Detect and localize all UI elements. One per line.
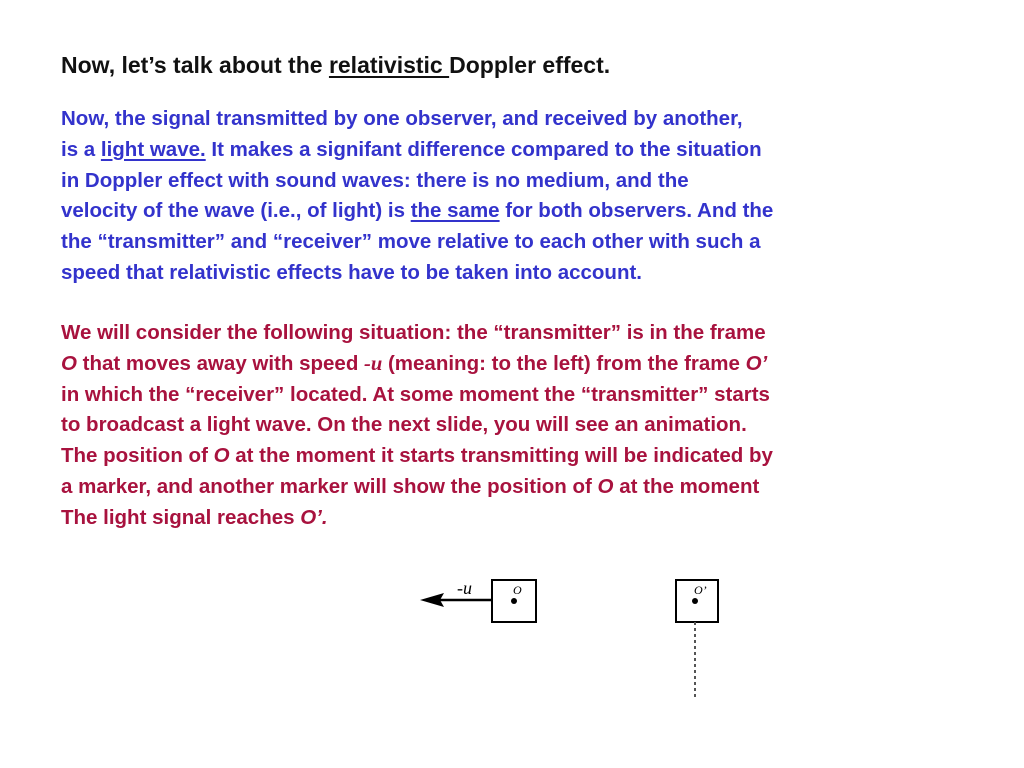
paragraph2-line3: in which the “receiver” located. At some moment the “transmitter” starts	[61, 382, 770, 406]
p2-line5-end: at the moment it starts transmitting will be indicated by	[229, 444, 773, 468]
p1-line2-start: is a	[61, 137, 101, 161]
p2-line6-start: a marker, and another marker will show the position of	[61, 474, 598, 498]
title-underlined-word: relativistic	[328, 52, 450, 78]
frame-o-prime-label: O’	[694, 583, 707, 597]
paragraph2-line7	[61, 503, 773, 534]
paragraph2-line2	[61, 349, 773, 380]
paragraph1-line3: in Doppler effect with sound waves: there is no medium, and the	[61, 168, 689, 192]
paragraph1-line1: Now, the signal transmitted by one observer, and received by another,	[61, 107, 743, 130]
p1-light-wave-underlined: light wave.	[100, 137, 206, 161]
p2-line6-end: at the moment	[613, 474, 760, 498]
speed-label: -u	[457, 578, 472, 598]
paragraph1-line5: the “transmitter” and “receiver” move relative to each other with such a	[61, 230, 761, 254]
paragraph1-line4	[61, 196, 773, 227]
paragraph2-line6	[61, 472, 773, 503]
p1-the-same-underlined: the same	[410, 199, 500, 223]
p1-line4-end: for both observers. And the	[499, 199, 774, 223]
p2-frame-o: O	[61, 351, 77, 375]
frame-o-label: O	[513, 583, 522, 597]
paragraph2-line4: to broadcast a light wave. On the next slide, you will see an animation.	[61, 413, 747, 437]
frames-diagram	[410, 570, 740, 710]
p1-line4-start: velocity of the wave (i.e., of light) is	[61, 199, 411, 223]
p1-line2-end: It makes a signifant difference compared to the situation	[205, 137, 762, 161]
paragraph1-line2	[61, 135, 773, 166]
p2-frame-o-prime: O’	[745, 351, 768, 375]
paragraph1-line6: speed that relativistic effects have to be taken into account.	[61, 260, 642, 284]
frame-o-prime-dot	[692, 598, 698, 604]
p2-line5-start: The position of	[61, 444, 214, 468]
paragraph2-line5	[61, 441, 773, 472]
paragraph-light-wave	[61, 104, 773, 289]
p2-line7-frame-o-prime: O’.	[300, 505, 328, 529]
p2-line2-end: (meaning: to the left) from the frame	[382, 351, 746, 375]
p2-speed-symbol: -u	[364, 352, 383, 375]
title-text-start: Now, let’s talk about the	[61, 52, 329, 78]
p2-line5-frame-o: O	[213, 444, 230, 468]
p2-line2-start: that moves away with speed	[76, 351, 365, 375]
frame-o-dot	[511, 598, 517, 604]
slide-title	[61, 52, 610, 79]
paragraph-situation	[61, 318, 773, 534]
p2-line6-frame-o: O	[597, 474, 614, 498]
title-text-end: Doppler effect.	[449, 52, 611, 78]
p2-line7-start: The light signal reaches	[61, 505, 301, 529]
paragraph2-line1: We will consider the following situation: the “transmitter” is in the frame	[61, 321, 766, 344]
